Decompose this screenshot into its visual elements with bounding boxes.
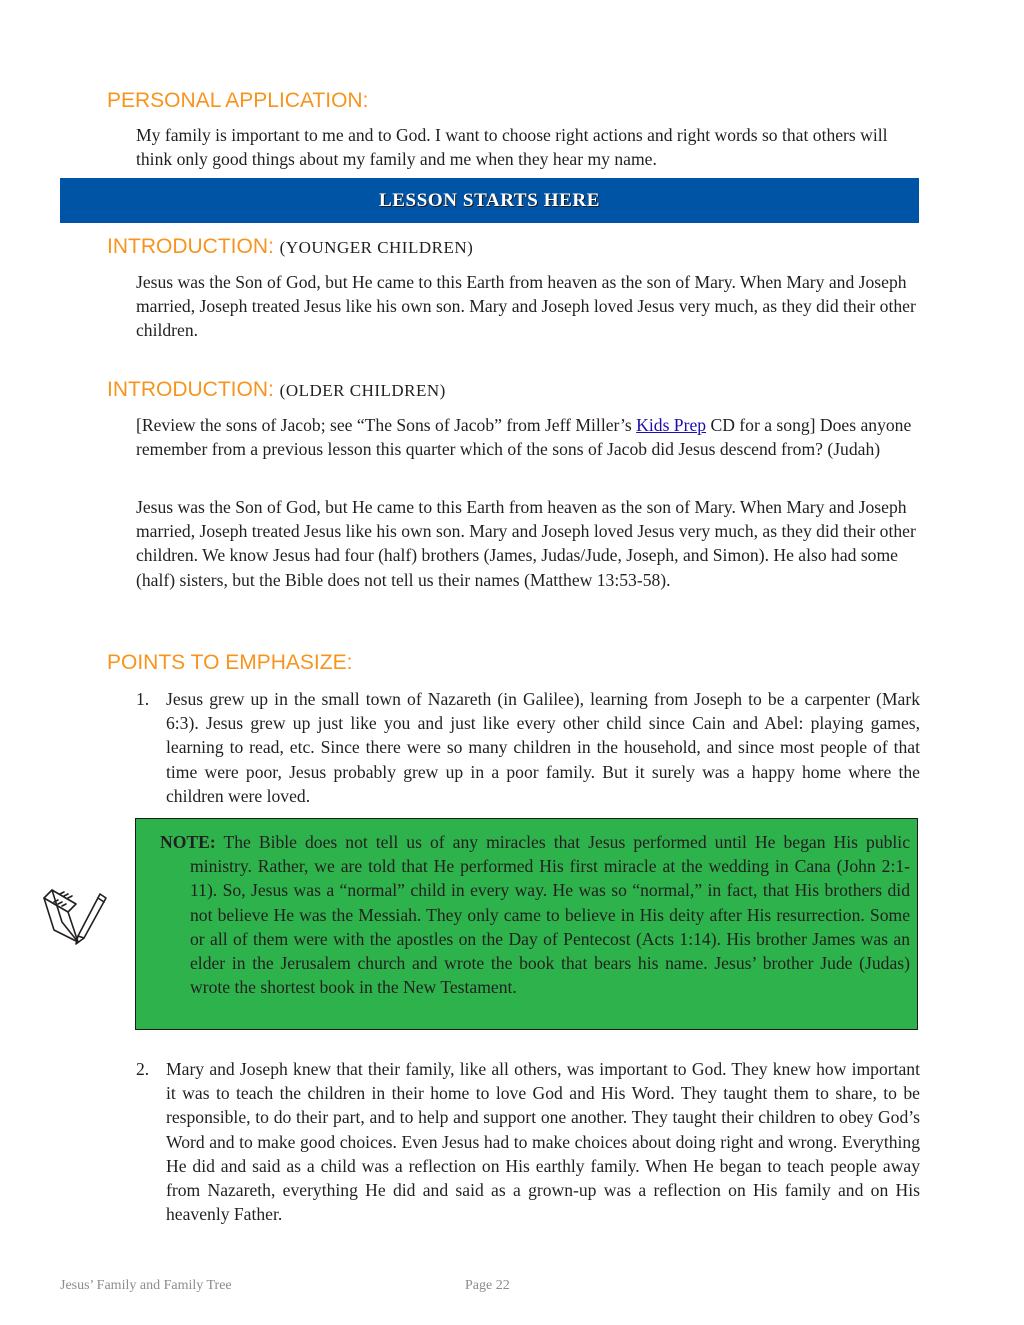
points-heading: POINTS TO EMPHASIZE: [107,651,353,674]
personal-application-text: My family is important to me and to God. I want to choose right actions and right words so that others will think only good things about my family and me when they hear my name. [136,125,888,170]
intro-older-p1-before: [Review the sons of Jacob; see “The Sons of Jacob” from Jeff Miller’s [136,415,637,435]
intro-older-paragraph-1 [136,413,916,461]
intro-older-paragraph-2: Jesus was the Son of God, but He came to this Earth from heaven as the son of Mary. When Mary and Joseph married, Joseph treated Jesus like his own son. Mary and Joseph loved Jesus very much, as they did their other children. We know Jesus had four (half) brothers (James, Judas/Jude, Joseph, and Simon). He also had some (half) sisters, but the Bible does not tell us their names (Matthew 13:53-58). [136,497,916,590]
note-label: NOTE: [160,832,216,852]
note-body: The Bible does not tell us of any miracles that Jesus performed until He began His public ministry. Rather, we are told that He performed His first miracle at the wedding in Cana (John 2:1-11). So, Jesus was a “normal” child in every way. He was so “normal,” in fact, that His brothers did not believe He was the Messiah. They only came to believe in His deity after His resurrection. Some or all of them were with the apostles on the Day of Pentecost (Acts 1:14). His brother James was an elder in the Jerusalem church and wrote the book that bears his name. Jesus’ brother Jude (Judas) wrote the shortest book in the New Testament. [190,832,910,998]
point-item-2 [136,1057,920,1226]
point-text: Mary and Joseph knew that their family, like all others, was important to God. They knew how important it was to teach the children in their home to love God and His Word. They taught them to share, to be responsible, to do their part, and to help and support one another. They taught their children to obey God’s Word and to make good choices. Even Jesus had to make choices about doing right and wrong. Everything He did and said as a child was a reflection on His earthly family. When He began to teach people away from Nazareth, everything He did and said as a grown-up was a reflection on His family and on His heavenly Father. [166,1059,920,1225]
personal-application-heading: PERSONAL APPLICATION: [107,89,369,112]
intro-older-audience: (OLDER CHILDREN) [279,381,446,400]
point-number: 2. [136,1059,150,1079]
footer-page-number: Page 22 [465,1278,510,1293]
note-text [160,830,910,999]
lesson-starts-banner: LESSON STARTS HERE [60,178,919,223]
notepad-pencil-icon [38,880,112,950]
intro-younger-audience: (YOUNGER CHILDREN) [279,238,474,257]
kids-prep-link[interactable]: Kids Prep [636,415,707,435]
point-text: Jesus grew up in the small town of Nazareth (in Galilee), learning from Joseph to be a carpenter (Mark 6:3). Jesus grew up just like you and just like every other child since Cain and Abel: playing games, learning to read, etc. Since there were so many children in the household, and since most people of that time were poor, Jesus probably grew up in a poor family. But it surely was a happy home where the children were loved. [166,689,920,806]
footer-title: Jesus’ Family and Family Tree [60,1278,232,1293]
point-number: 1. [136,689,150,709]
intro-younger-heading [107,234,473,261]
intro-younger-title: INTRODUCTION: [107,235,274,258]
point-item-1 [136,687,920,808]
intro-older-p1-after: CD for a song] Does anyone remember from a previous lesson this quarter which of the sons of Jacob did Jesus descend from? (Judah) [136,415,912,460]
intro-older-heading [107,377,446,404]
intro-younger-text: Jesus was the Son of God, but He came to this Earth from heaven as the son of Mary. When Mary and Joseph married, Joseph treated Jesus like his own son. Mary and Joseph loved Jesus very much, as they did their other children. [136,272,916,341]
intro-older-title: INTRODUCTION: [107,378,274,401]
